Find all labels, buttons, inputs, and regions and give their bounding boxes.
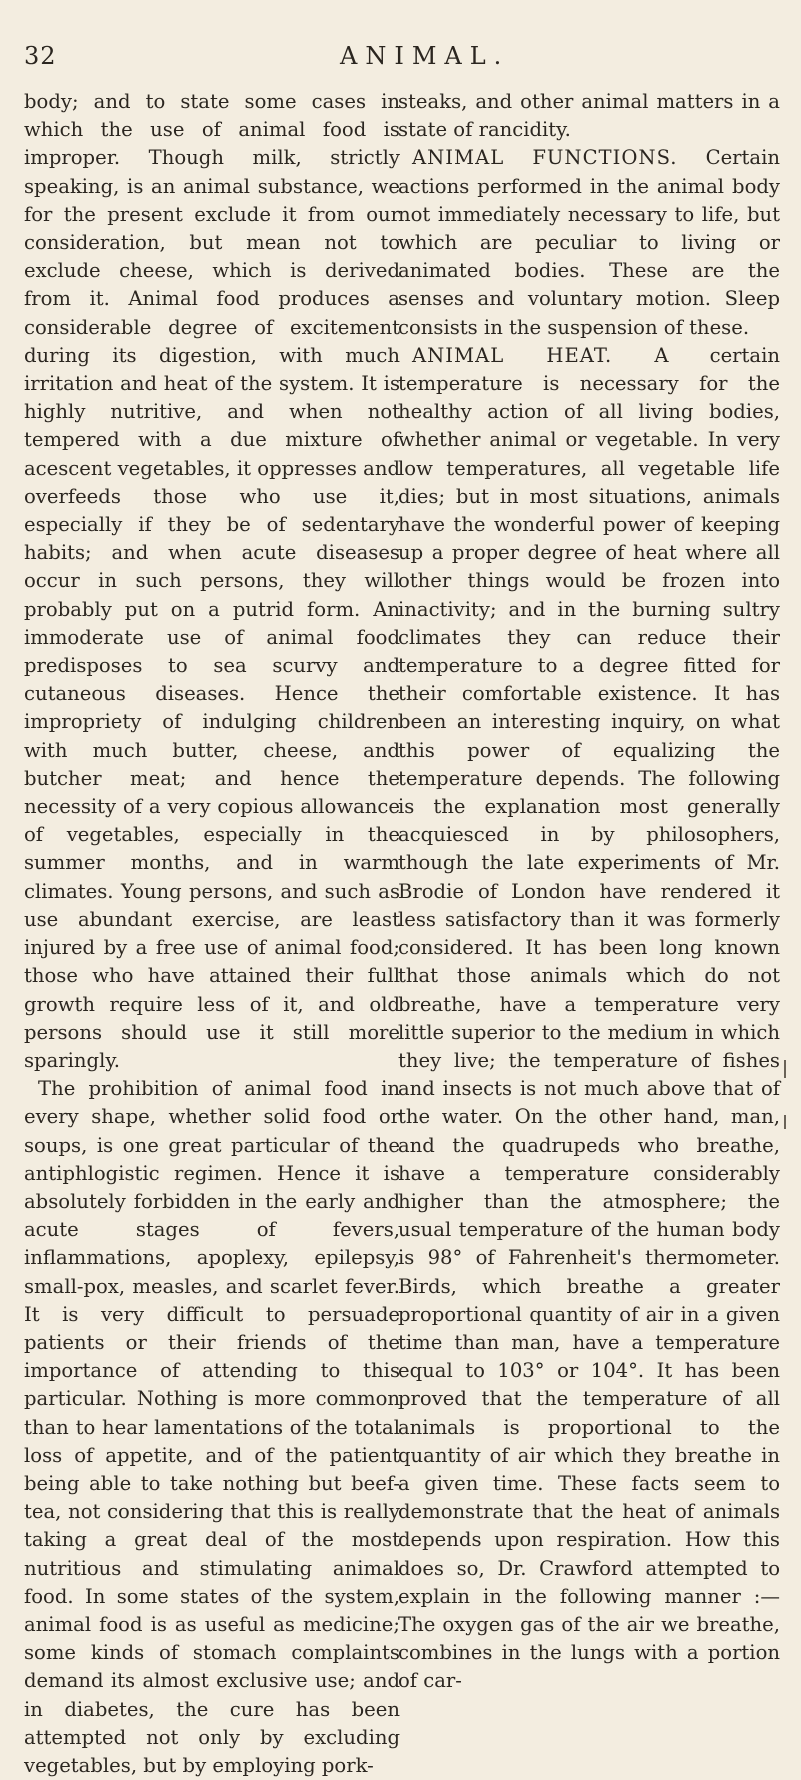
- entry-text: Certain actions performed in the animal body not immediately necessary to life, but which are peculiar to living or animated bodies. These are the senses and voluntary motion. Sleep consists in the suspension of these.: [398, 146, 780, 339]
- running-title: ANIMAL.: [340, 42, 510, 70]
- entry-heading: ANIMAL FUNCTIONS.: [412, 146, 706, 170]
- margin-mark: [784, 1115, 786, 1129]
- entry-animal-functions: [398, 144, 780, 341]
- paragraph: body; and to state some cases in which the use of animal food is improper. Though milk, strictly speaking, is an animal substance, we for the present exclude it from our consideration, but mean not to exclude cheese, which is derived from it. Animal food produces a considerable degree of excitement during its digestion, with much irritation and heat of the system. It is highly nutritive, and when not tempered with a due mixture of acescent vegetables, it oppresses and overfeeds those who use it, especially if they be of sedentary habits; and when acute diseases occur in such persons, they will probably put on a putrid form. An immoderate use of animal food predisposes to sea scurvy and cutaneous diseases. Hence the impropriety of indulging children with much butter, cheese, and butcher meat; and hence the necessity of a very copious allowance of vegetables, especially in the summer months, and in warm climates. Young persons, and such as use abundant exercise, are least injured by a free use of animal food; those who have attained their full growth require less of it, and old persons should use it still more sparingly.: [24, 90, 400, 1072]
- entry-animal-heat: [398, 342, 780, 1696]
- paragraph: The prohibition of animal food in every shape, whether solid food or soups, is one great particular of the antiphlogistic regimen. Hence it is absolutely forbidden in the early and acute stages of fevers, inflammations, apoplexy, epilepsy, small-pox, measles, and scarlet fever. It is very difficult to persuade patients or their friends of the importance of attending to this particular. Nothing is more common than to hear lamentations of the total loss of appetite, and of the patient being able to take nothing but beef-tea, not considering that this is really taking a great deal of the most nutritious and stimulating animal food. In some states of the system, animal food is as useful as medicine; some kinds of stomach complaints demand its almost exclusive use; and in diabetes, the cure has been attempted not only by excluding vegetables, but by employing pork-: [24, 1077, 400, 1777]
- continuation-paragraph: steaks, and other animal matters in a state of rancidity.: [398, 90, 780, 142]
- entry-heading: ANIMAL HEAT.: [412, 343, 655, 367]
- page-number: 32: [24, 42, 57, 70]
- left-column: [24, 88, 400, 1780]
- margin-mark: [784, 1060, 786, 1078]
- right-column: [398, 88, 780, 1696]
- entry-text: A certain temperature is necessary for the healthy action of all living bodies, whether animal or vegetable. In very low temperatures, all vegetable life dies; but in most situations, animals have the wonderful power of keeping up a proper degree of heat where all other things would be frozen into inactivity; and in the burning sultry climates they can reduce their temperature to a degree fitted for their comfortable existence. It has been an interesting inquiry, on what this power of equalizing the temperature depends. The following is the explanation most generally acquiesced in by philosophers, though the late experiments of Mr. Brodie of London have rendered it less satisfactory than it was formerly considered. It has been long known that those animals which do not breathe, have a temperature very little superior to the medium in which they live; the temperature of fishes and insects is not much above that of the water. On the other hand, man, and the quadrupeds who breathe, have a temperature considerably higher than the atmosphere; the usual temperature of the human body is 98° of Fahrenheit's thermometer. Birds, which breathe a greater proportional quantity of air in a given time than man, have a temperature equal to 103° or 104°. It has been proved that the temperature of all animals is proportional to the quantity of air which they breathe in a given time. These facts seem to demonstrate that the heat of animals depends upon respiration. How this does so, Dr. Crawford attempted to explain in the following manner :—The oxygen gas of the air we breathe, combines in the lungs with a portion of car-: [398, 343, 780, 1693]
